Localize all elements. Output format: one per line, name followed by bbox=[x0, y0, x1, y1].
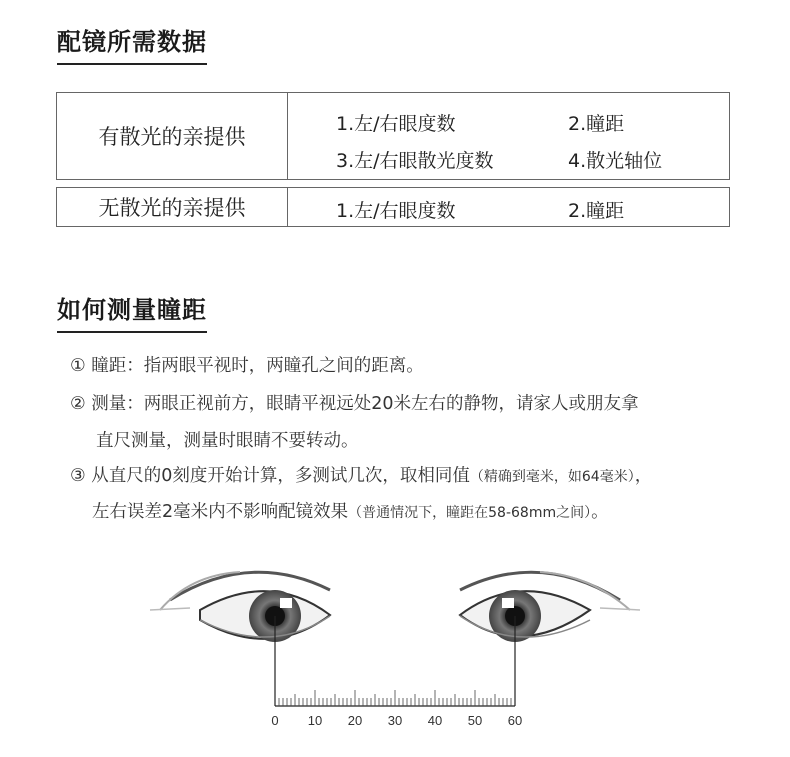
table-row-no-astigmatism bbox=[56, 187, 730, 227]
paragraph-2-line-2: 直尺测量，测量时眼睛不要转动。 bbox=[96, 431, 359, 451]
ruler-label: 10 bbox=[307, 713, 323, 728]
paragraph-3b-end: 。 bbox=[591, 502, 609, 522]
section-title-lens-data: 配镜所需数据 bbox=[57, 22, 207, 65]
paragraph-3-note: （精确到毫米，如64毫米） bbox=[469, 469, 635, 485]
ruler-label: 30 bbox=[387, 713, 403, 728]
table-row-astigmatism bbox=[56, 92, 730, 180]
paragraph-3b-text: 左右误差2毫米内不影响配镜效果 bbox=[92, 502, 349, 522]
ruler bbox=[271, 616, 522, 728]
row-label-no-astigmatism: 无散光的亲提供 bbox=[57, 188, 288, 226]
section-title-measure-pd: 如何测量瞳距 bbox=[57, 290, 207, 333]
row-label-astigmatism: 有散光的亲提供 bbox=[57, 93, 288, 179]
paragraph-3-line-2 bbox=[92, 498, 609, 523]
ruler-label: 40 bbox=[427, 713, 443, 728]
item-pd: 2.瞳距 bbox=[568, 200, 625, 222]
ruler-label: 0 bbox=[271, 713, 279, 728]
item-degree: 1.左/右眼度数 bbox=[336, 113, 456, 135]
ruler-label: 20 bbox=[347, 713, 363, 728]
item-astig-degree: 3.左/右眼散光度数 bbox=[336, 150, 494, 172]
paragraph-3-line-1 bbox=[70, 462, 652, 487]
paragraph-3b-note: （普通情况下，瞳距在58-68mm之间） bbox=[348, 505, 592, 521]
item-axis: 4.散光轴位 bbox=[568, 150, 663, 172]
paragraph-3-end: ， bbox=[634, 466, 653, 486]
paragraph-2-line-1: ② 测量：两眼正视前方，眼睛平视远处20米左右的静物，请家人或朋友拿 bbox=[70, 394, 639, 414]
item-degree: 1.左/右眼度数 bbox=[336, 200, 456, 222]
paragraph-3-text: ③ 从直尺的0刻度开始计算，多测试几次，取相同值 bbox=[70, 466, 470, 486]
row-items-no-astigmatism bbox=[288, 188, 729, 226]
item-pd: 2.瞳距 bbox=[568, 113, 625, 135]
ruler-label: 60 bbox=[507, 713, 523, 728]
left-eye bbox=[150, 572, 330, 642]
eyes-ruler-illustration bbox=[130, 560, 650, 740]
right-eye bbox=[460, 572, 640, 642]
row-items-astigmatism bbox=[288, 93, 729, 179]
paragraph-1: ① 瞳距：指两眼平视时，两瞳孔之间的距离。 bbox=[70, 356, 424, 376]
ruler-label: 50 bbox=[467, 713, 483, 728]
